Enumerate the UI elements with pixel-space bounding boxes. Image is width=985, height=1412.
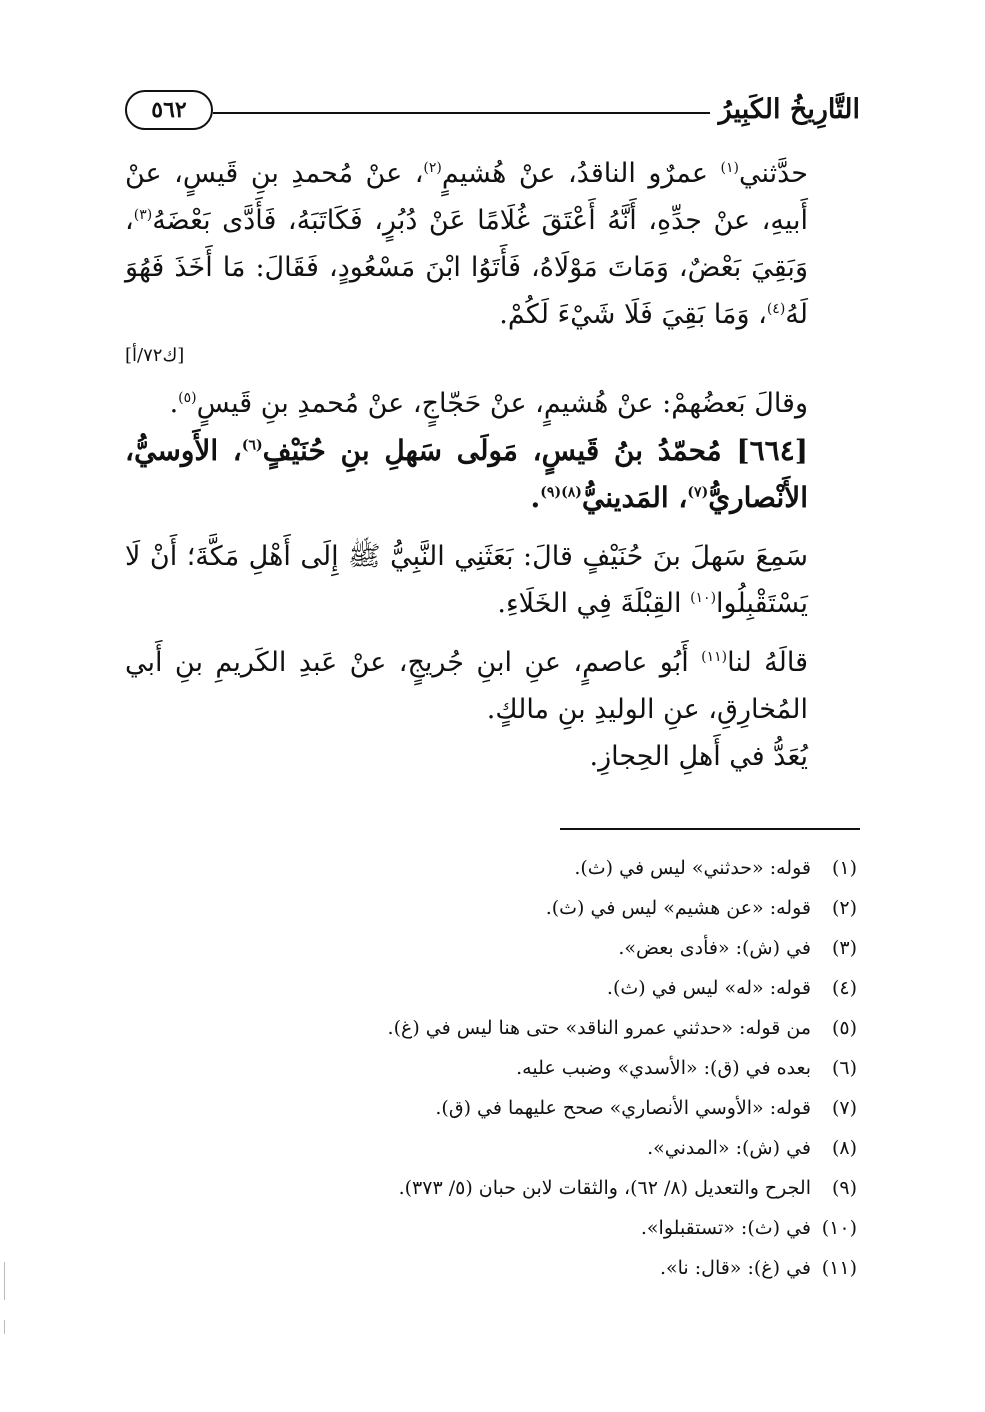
- paragraph-variant: وقالَ بَعضُهمْ: عنْ هُشيمٍ، عنْ حَجّاجٍ، عنْ مُحمدِ بنِ قَيسٍ$^{(٥)}$.: [169, 388, 808, 419]
- footnote-marker: (٥): [178, 390, 197, 406]
- footnote-separator: [560, 828, 860, 830]
- footnote-item: [157, 968, 857, 1008]
- paragraph-narration: سَمِعَ سَهلَ بنَ حُنَيْفٍ قالَ: بَعَثَنِي النَّبِيُّ ﷺ إِلَى أَهْلِ مَكَّةَ؛ أَنْ لَا يَسْتَقْبِلُوا$^{(١٠)}$ القِبْلَةَ فِي الخَلَاءِ.: [125, 541, 808, 619]
- footnote-item: [157, 1088, 857, 1128]
- footnote-marker: (٨)(٩): [540, 484, 582, 501]
- page-number-badge: ٥٦٢: [125, 90, 213, 130]
- footnote-text: قوله: «حدثني» ليس في (ث).: [574, 857, 811, 879]
- footnote-number: (١١): [821, 1257, 857, 1279]
- scan-margin-mark: [4, 1262, 5, 1300]
- footnote-marker: (١): [720, 160, 739, 176]
- scan-margin-mark: [4, 1320, 5, 1334]
- footnote-text: في (غ): «قال: نا».: [659, 1257, 811, 1279]
- footnote-marker: (٧): [687, 484, 709, 501]
- footnote-item: [157, 1048, 857, 1088]
- footnote-number: (٨): [831, 1137, 857, 1159]
- footnote-item: [157, 1208, 857, 1248]
- header-rule: [213, 112, 710, 114]
- footnote-number: (٧): [831, 1097, 857, 1119]
- footnote-item: [157, 928, 857, 968]
- footnote-marker: (١١): [701, 649, 728, 665]
- footnote-text: في (ش): «فأدى بعض».: [618, 937, 811, 959]
- footnote-text: الجرح والتعديل (٨/ ٦٢)، والثقات لابن حبان (٥/ ٣٧٣).: [398, 1177, 811, 1199]
- footnote-text: قوله: «الأوسي الأنصاري» صحح عليهما في (ق).: [435, 1097, 811, 1119]
- footnote-marker: (٤): [766, 301, 786, 317]
- footnote-marker: (١٠): [690, 590, 717, 606]
- footnote-number: (٤): [831, 977, 857, 999]
- footnote-number: (٩): [831, 1177, 857, 1199]
- manuscript-reference: [ك٧٢/أ]: [125, 345, 185, 366]
- footnote-item: [157, 888, 857, 928]
- biography-entry-heading: [٦٦٤] مُحمّدُ بنُ قَيسٍ، مَولَى سَهلِ بنِ حُنَيْفٍ$^{(٦)}$، الأَوسيُّ، الأَنْصاريُّ$^{(٧)}$، المَدينيُّ$^{(٨)(٩)}$.: [125, 434, 808, 514]
- footnote-number: (١): [831, 857, 857, 879]
- footnote-number: (٦): [831, 1057, 857, 1079]
- footnote-text: بعده في (ق): «الأسدي» وضبب عليه.: [516, 1057, 811, 1079]
- main-text: [125, 150, 860, 780]
- footnote-item: [157, 1168, 857, 1208]
- paragraph-chain: قالَهُ لنا$^{(١١)}$ أَبُو عاصمٍ، عنِ ابنِ جُريجٍ، عنْ عَبدِ الكَريمِ بنِ أَبي المُخارِقِ، عنِ الوليدِ بنِ مالكٍ.: [125, 647, 808, 725]
- footnote-number: (١٠): [821, 1217, 857, 1239]
- footnote-text: في (ث): «تستقبلوا».: [640, 1217, 811, 1239]
- footnote-item: [157, 1248, 857, 1288]
- paragraph-closing: يُعَدُّ في أَهلِ الحِجازِ.: [589, 741, 808, 772]
- footnote-marker: (٣): [133, 207, 153, 223]
- footnote-text: قوله: «عن هشيم» ليس في (ث).: [545, 897, 811, 919]
- footnotes-list: [157, 848, 857, 1288]
- footnote-text: من قوله: «حدثني عمرو الناقد» حتى هنا ليس في (غ).: [387, 1017, 811, 1039]
- book-title: التَّارِيخُ الكَبِيرُ: [718, 94, 860, 125]
- footnote-text: في (ش): «المدني».: [647, 1137, 811, 1159]
- footnote-marker: (٦): [241, 437, 263, 454]
- footnote-marker: (٢): [423, 160, 442, 176]
- footnote-item: [157, 1008, 857, 1048]
- footnote-number: (٥): [831, 1017, 857, 1039]
- paragraph-hadith: حدَّثني$^{(١)}$ عمرٌو الناقدُ، عنْ هُشيمٍ$^{(٢)}$، عنْ مُحمدِ بنِ قَيسٍ، عنْ أَبيهِ، عنْ جدِّهِ، أَنَّهُ أَعْتَقَ غُلَامًا عَنْ دُبُرٍ، فَكَاتَبَهُ، فَأَدَّى بَعْضَهُ$^{(٣)}$، وَبَقِيَ بَعْضٌ، وَمَاتَ مَوْلَاهُ، فَأَتَوُا ابْنَ مَسْعُودٍ، فَقَالَ: مَا أَخَذَ فَهُوَ لَهُ$^{(٤)}$، وَمَا بَقِيَ فَلَا شَيْءَ لَكُمْ.: [125, 158, 808, 330]
- footnote-text: قوله: «له» ليس في (ث).: [606, 977, 811, 999]
- footnote-number: (٣): [831, 937, 857, 959]
- footnote-item: [157, 848, 857, 888]
- footnote-item: [157, 1128, 857, 1168]
- running-header: [125, 88, 860, 136]
- footnote-number: (٢): [831, 897, 857, 919]
